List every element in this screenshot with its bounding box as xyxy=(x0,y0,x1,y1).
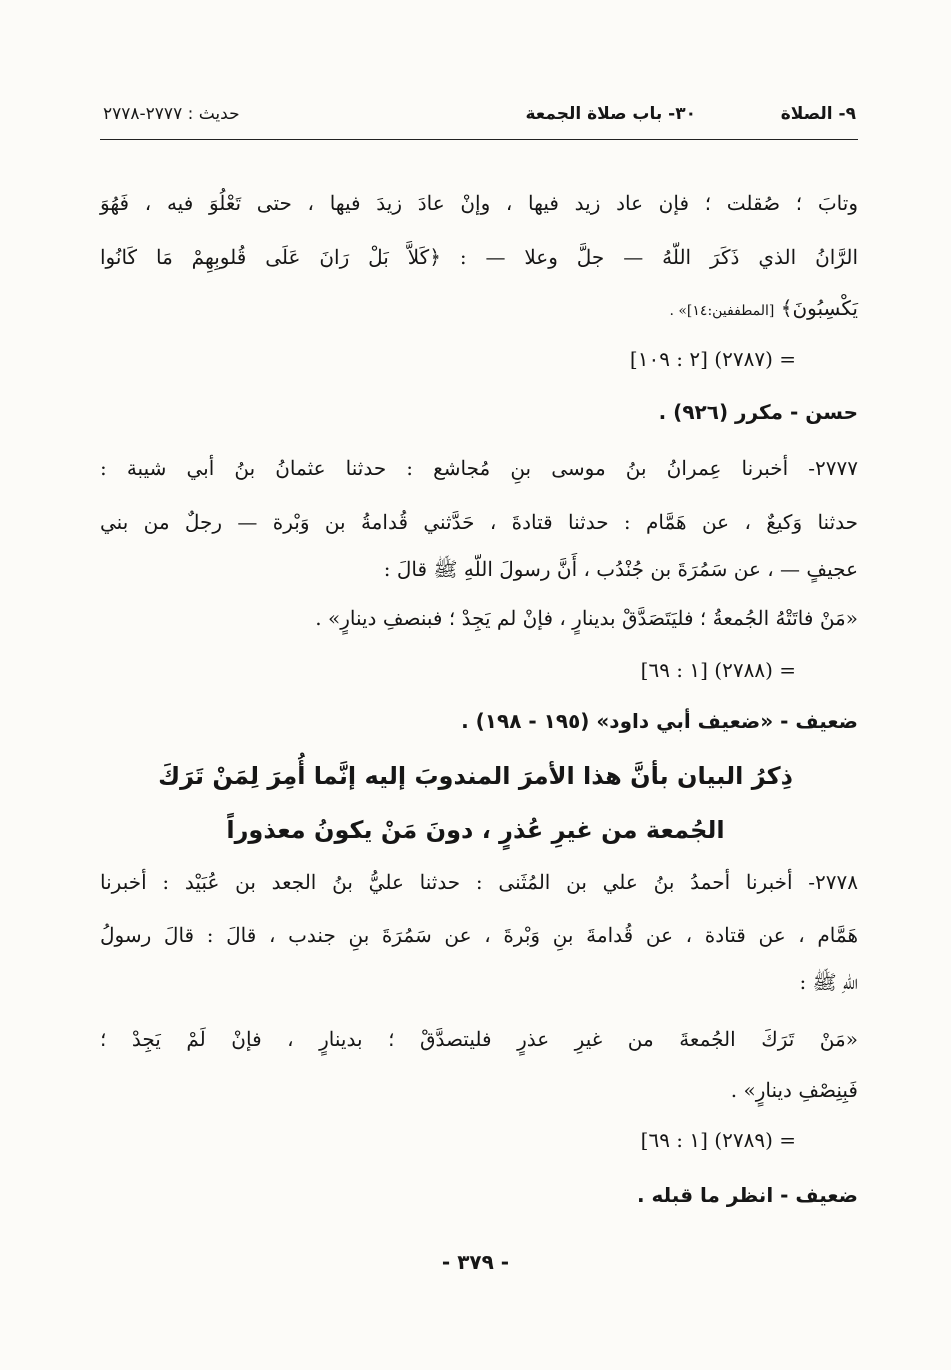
hadith-2777-matn: «مَنْ فاتَتْهُ الجُمعةُ ؛ فليَتَصَدَّقْ بدينارٍ ، فإنْ لم يَجِدْ ؛ فبنصفِ دينارٍ» . xyxy=(315,606,858,630)
grading-note: ضعيف - «ضعيف أبي داود» (١٩٥ - ١٩٨) . xyxy=(461,709,858,733)
body-line: وتابَ ؛ صُقلت ؛ فإن عاد زيد فيها ، وإنْ عادَ زيدَ فيها ، حتى تَعْلُوَ فيه ، فَهُوَ xyxy=(100,191,858,215)
hadith-2777-isnad: حدثنا وَكيعٌ ، عن هَمَّام : حدثنا قتادةَ ، حَدَّثني قُدامةُ بن وَبْرة — رجلٌ من بني xyxy=(100,510,858,534)
grading-note: ضعيف - انظر ما قبله . xyxy=(636,1183,858,1207)
chapter-title: ٩- الصلاة xyxy=(780,104,856,124)
cross-reference: = (٢٧٨٩) [١ : ٦٩] xyxy=(640,1128,796,1152)
hadith-range: حديث : ٢٧٧٧-٢٧٧٨ xyxy=(103,104,240,124)
hadith-2777-isnad: عجيفٍ — ، عن سَمُرَةَ بن جُنْدُب ، أَنَّ رسولَ اللّهِ ﷺ قالَ : xyxy=(383,557,858,581)
hadith-2777-isnad: ٢٧٧٧- أخبرنا عِمرانُ بنُ موسى بنِ مُجاشع : حدثنا عثمانُ بنُ أبي شيبة : xyxy=(100,456,858,480)
cross-reference: = (٢٧٨٧) [٢ : ١٠٩] xyxy=(629,347,796,371)
hadith-2778-matn: «مَنْ تَرَكَ الجُمعةَ من غيرِ عذرٍ فليتصدَّقْ ؛ بدينارٍ ، فإنْ لَمْ يَجِدْ ؛ xyxy=(100,1027,858,1051)
section-title: ٣٠- باب صلاة الجمعة xyxy=(525,104,696,124)
chapter-heading: ذِكرُ البيان بأنَّ هذا الأمرَ المندوبَ إليه إنَّما أُمِرَ لِمَنْ تَرَكَ xyxy=(158,762,793,790)
page-number: - ٣٧٩ - xyxy=(441,1250,510,1274)
header-divider xyxy=(100,139,858,140)
chapter-heading: الجُمعة من غيرِ عُذرٍ ، دونَ مَنْ يكونُ معذوراً xyxy=(226,816,725,844)
quran-verse-end: يَكْسِبُونَ﴾ xyxy=(780,296,858,320)
cross-reference: = (٢٧٨٨) [١ : ٦٩] xyxy=(640,658,796,682)
hadith-2778-isnad: اللّهِ ﷺ : xyxy=(799,970,858,994)
body-line xyxy=(669,293,858,326)
hadith-2778-isnad: ٢٧٧٨- أخبرنا أحمدُ بنُ علي بن المُثَنى : حدثنا عليُّ بنُ الجعد بن عُبَيْد : أخبرنا xyxy=(100,870,858,894)
hadith-2778-isnad: هَمَّام ، عن قتادة ، عن قُدامةَ بنِ وَبْرةَ ، عن سَمُرَةَ بنِ جندب ، قالَ : قالَ رسولُ xyxy=(100,923,858,947)
hadith-2778-matn: فَبِنِصْفِ دينارٍ» . xyxy=(730,1078,858,1102)
verse-reference: [المطففين:١٤]» . xyxy=(669,303,775,319)
body-line: الرَّانُ الذي ذَكَرَ اللّهُ — جلَّ وعلا — : ﴿كَلاَّ بَلْ رَانَ عَلَى قُلوبِهِمْ مَا كَانُوا xyxy=(100,245,858,269)
grading-note: حسن - مكرر (٩٢٦) . xyxy=(658,400,858,424)
